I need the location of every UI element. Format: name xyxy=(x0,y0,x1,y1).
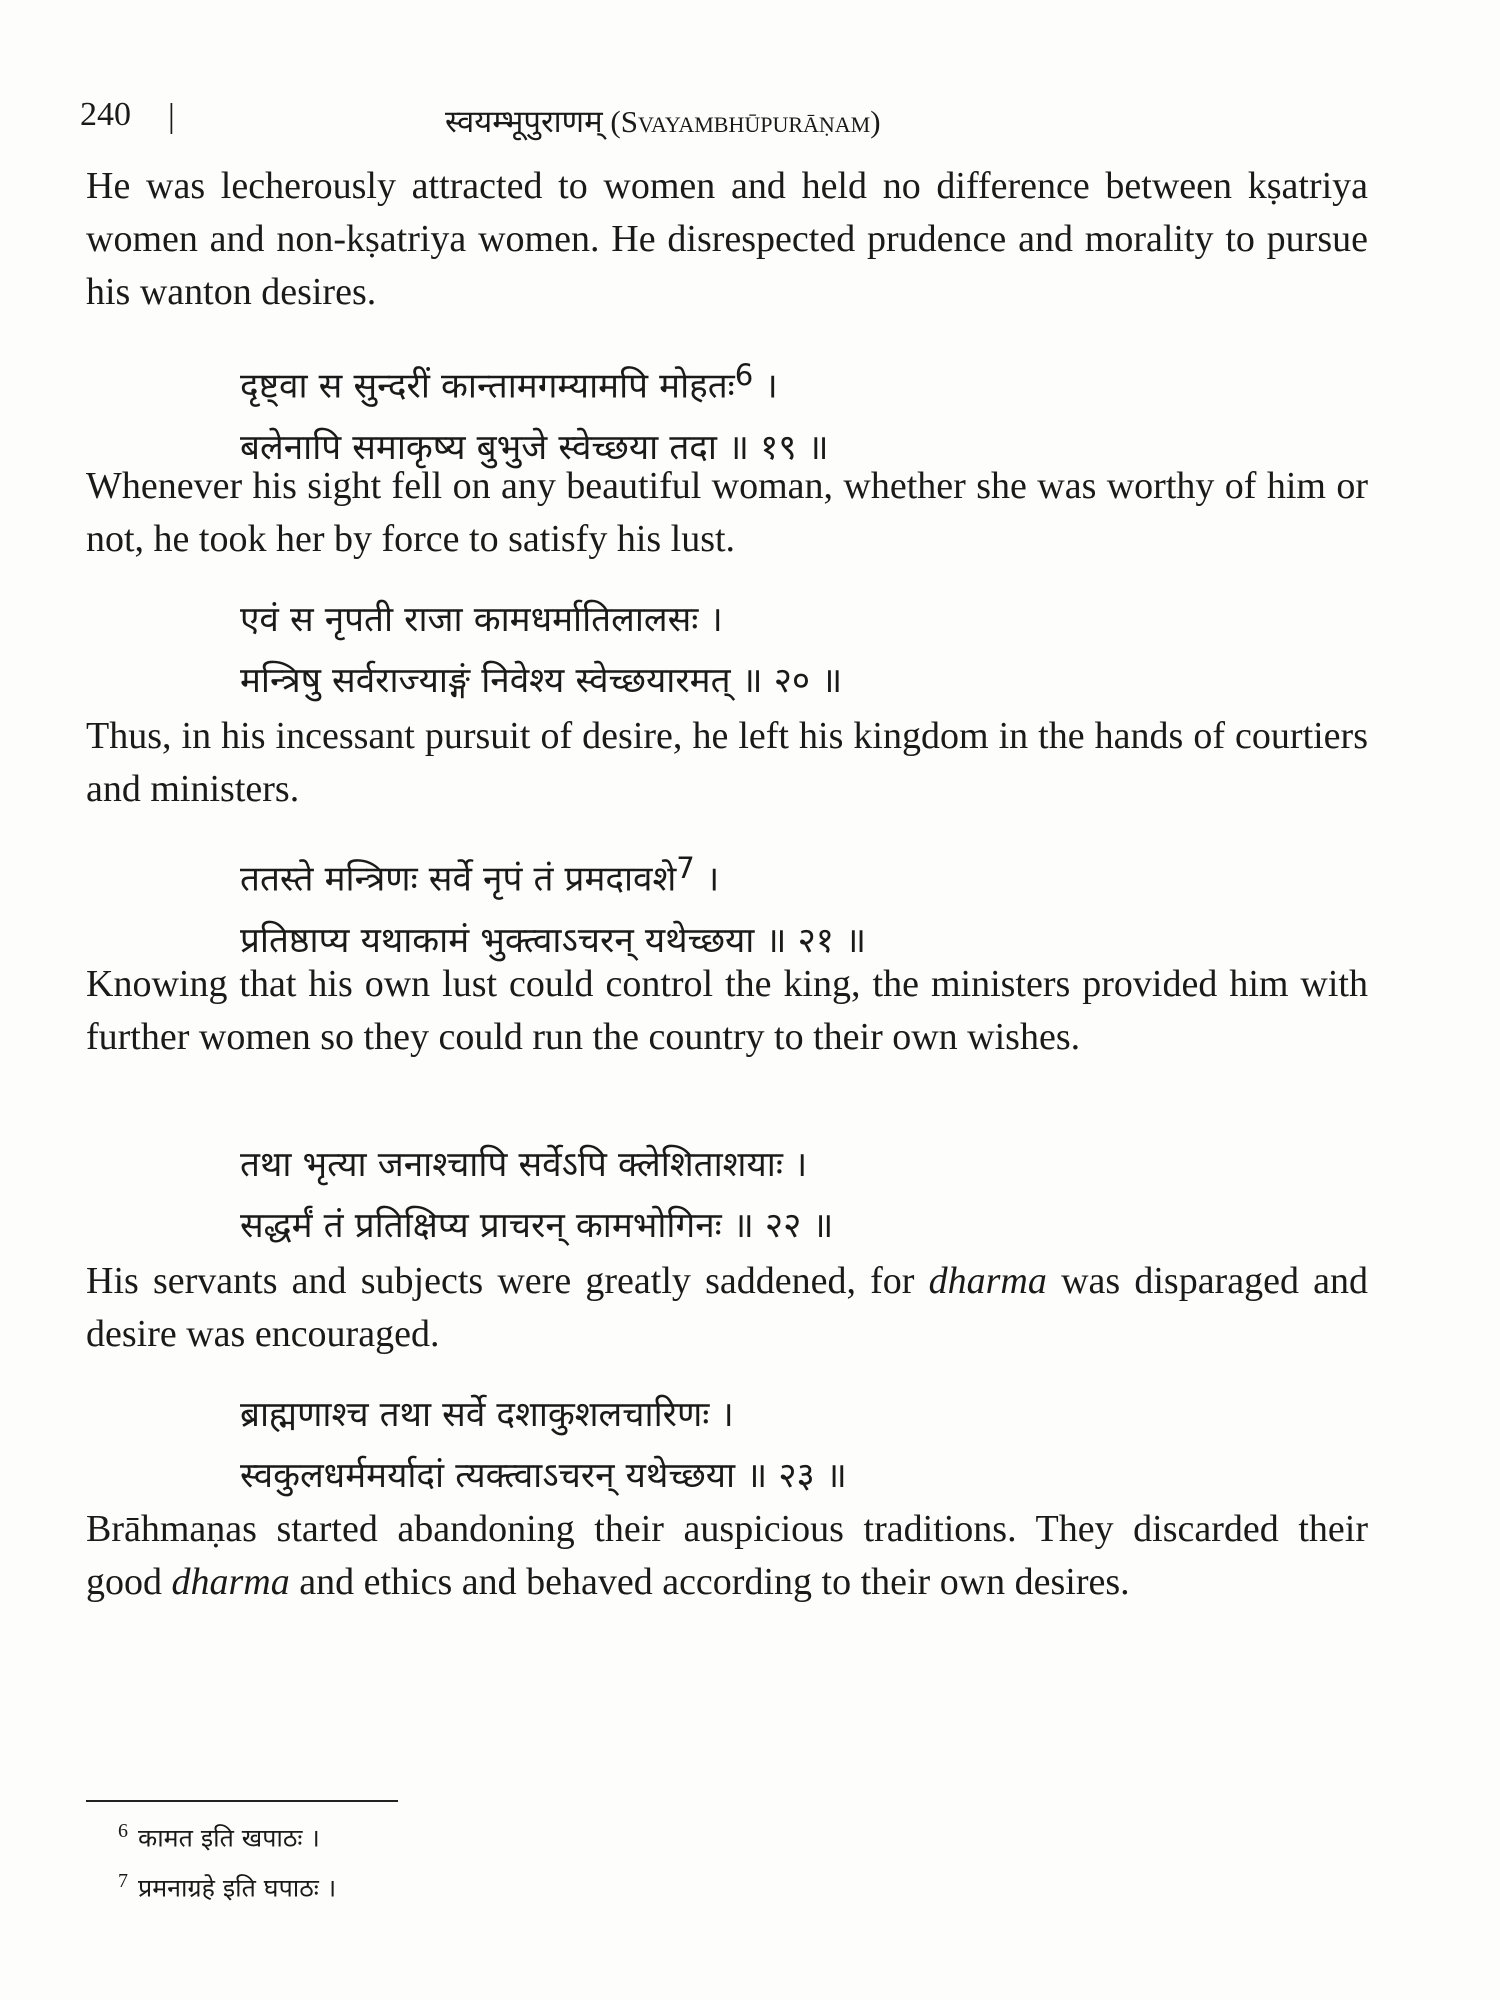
footnote-divider xyxy=(86,1800,398,1802)
verse-line: बलेनापि समाकृष्य बुभुजे स्वेच्छया तदा ॥ १९ ॥ xyxy=(240,427,829,468)
header-separator: | xyxy=(168,98,175,135)
verse-line: सद्धर्मं तं प्रतिक्षिप्य प्राचरन् कामभोगिनः ॥ २२ ॥ xyxy=(240,1206,834,1246)
verse-line: प्रतिष्ठाप्य यथाकामं भुक्त्वाऽचरन् यथेच्छया ॥ २१ ॥ xyxy=(240,920,867,961)
running-header xyxy=(80,96,1080,146)
verse-line: दृष्ट्वा स सुन्दरीं कान्तामगम्यामपि मोहतः$^6$ । xyxy=(240,358,778,407)
footnote-ref: 7 xyxy=(676,851,695,885)
footnote-6 xyxy=(118,1820,320,1854)
title-devanagari: स्वयम्भूपुराणम् xyxy=(445,104,603,139)
page-title xyxy=(445,100,881,142)
translation-paragraph-23: Brāhmaṇas started abandoning their auspicious traditions. They discarded their good dharma and ethics and behaved according to their own desires. xyxy=(86,1508,1368,1603)
verse-19 xyxy=(240,345,1340,479)
translation-paragraph-19: Whenever his sight fell on any beautiful woman, whether she was worthy of him or not, he took her by force to satisfy his lust. xyxy=(86,465,1368,560)
italic-term: dharma xyxy=(928,1260,1047,1302)
footnote-7 xyxy=(118,1870,336,1904)
footnote-number: 7 xyxy=(118,1870,128,1892)
title-roman: (Svayambhūpurāṇam) xyxy=(610,104,881,139)
page-number: 240 xyxy=(80,96,131,133)
footnote-number: 6 xyxy=(118,1820,128,1842)
verse-line: एवं स नृपती राजा कामधर्मातिलालसः । xyxy=(240,600,723,640)
footnote-text: कामत इति खपाठः । xyxy=(138,1823,320,1853)
translation-paragraph-21: Knowing that his own lust could control the king, the ministers provided him with further women so they could run the country to their own wishes. xyxy=(86,963,1368,1058)
verse-20 xyxy=(240,590,1340,712)
translation-paragraph-18: He was lecherously attracted to women and held no difference between kṣatriya women and non-kṣatriya women. He disrespected prudence and morality to pursue his wanton desires. xyxy=(86,165,1368,313)
translation-paragraph-22: His servants and subjects were greatly saddened, for dharma was disparaged and desire was encouraged. xyxy=(86,1260,1369,1355)
footnote-text: प्रमनाग्रहे इति घपाठः । xyxy=(138,1873,337,1903)
verse-line: स्वकुलधर्ममर्यादां त्यक्त्वाऽचरन् यथेच्छया ॥ २३ ॥ xyxy=(240,1456,847,1496)
italic-term: dharma xyxy=(171,1561,290,1603)
verse-line: ततस्ते मन्त्रिणः सर्वे नृपं तं प्रमदावशे$^7$ । xyxy=(240,851,720,900)
verse-line: मन्त्रिषु सर्वराज्याङ्गं निवेश्य स्वेच्छयारमत् ॥ २० ॥ xyxy=(240,661,843,701)
translation-paragraph-20: Thus, in his incessant pursuit of desire, he left his kingdom in the hands of courtiers and ministers. xyxy=(86,715,1368,810)
verse-21 xyxy=(240,838,1340,972)
verse-22 xyxy=(240,1135,1340,1257)
verse-line: ब्राह्मणाश्च तथा सर्वे दशाकुशलचारिणः । xyxy=(240,1395,734,1435)
footnote-ref: 6 xyxy=(734,358,754,392)
verse-23 xyxy=(240,1385,1340,1507)
verse-line: तथा भृत्या जनाश्चापि सर्वेऽपि क्लेशिताशयाः । xyxy=(240,1145,808,1185)
